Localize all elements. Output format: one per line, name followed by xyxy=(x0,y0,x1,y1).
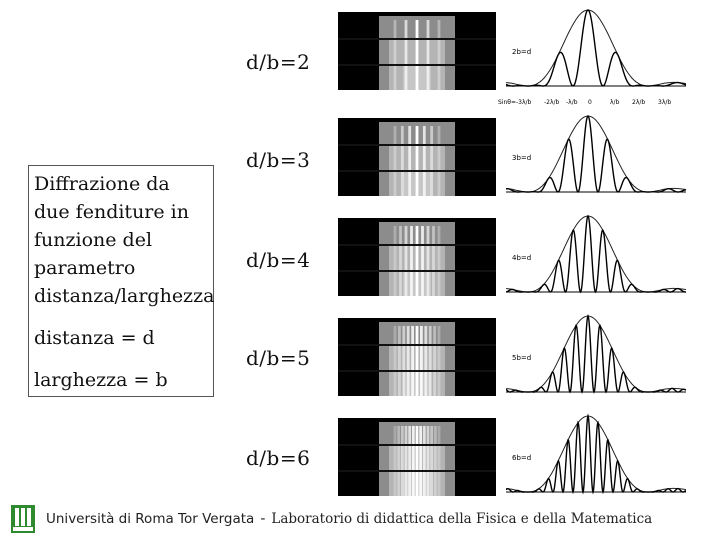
axis-tick-label: -λ/b xyxy=(566,99,578,106)
description-box xyxy=(28,165,214,397)
ratio-label-3: d/b=3 xyxy=(246,148,311,172)
fringe-photo xyxy=(338,118,496,196)
axis-tick-label: λ/b xyxy=(610,99,620,106)
fringe-curve xyxy=(506,116,686,192)
axis-tick-label: Sinθ=-3λ/b xyxy=(498,99,532,106)
axis-tick-label: -2λ/b xyxy=(544,99,560,106)
description-text: Diffrazione da due fenditure in funzione del parametro distanza/larghezza xyxy=(34,173,215,307)
axis-tick-label: 0 xyxy=(588,99,592,106)
university-logo-icon xyxy=(8,504,38,534)
fringe-curve xyxy=(506,416,686,492)
envelope-curve xyxy=(506,10,686,86)
spacer xyxy=(34,352,208,366)
fringe-curve xyxy=(506,216,686,292)
fringe-curve xyxy=(506,10,686,86)
intensity-graph xyxy=(506,4,686,94)
footer xyxy=(0,498,720,540)
graph-label: 2b=d xyxy=(512,48,532,56)
spacer xyxy=(34,310,208,324)
fringe-photo xyxy=(338,418,496,496)
distance-definition: distanza = d xyxy=(34,327,155,349)
intensity-graph xyxy=(506,210,686,300)
graph-label: 5b=d xyxy=(512,354,532,362)
ratio-label-4: d/b=4 xyxy=(246,248,311,272)
fringe-photo xyxy=(338,218,496,296)
axis-tick-label: 3λ/b xyxy=(658,99,672,106)
graph-label: 6b=d xyxy=(512,454,532,462)
envelope-curve xyxy=(506,216,686,292)
graph-label: 4b=d xyxy=(512,254,532,262)
lab-name: Laboratorio di didattica della Fisica e della Matematica xyxy=(271,511,653,527)
fringe-curve xyxy=(506,316,686,392)
fringe-photo xyxy=(338,12,496,90)
diffraction-figure xyxy=(330,0,692,498)
intensity-graph xyxy=(506,110,686,200)
graph-label: 3b=d xyxy=(512,154,532,162)
intensity-graph xyxy=(506,310,686,400)
footer-separator: - xyxy=(260,511,266,527)
axis-ticks xyxy=(498,94,688,108)
footer-text xyxy=(46,511,652,527)
axis-tick-label: 2λ/b xyxy=(632,99,646,106)
intensity-graph xyxy=(506,410,686,500)
ratio-label-5: d/b=5 xyxy=(246,346,311,370)
width-definition: larghezza = b xyxy=(34,369,168,391)
ratio-label-6: d/b=6 xyxy=(246,446,311,470)
ratio-label-2: d/b=2 xyxy=(246,50,311,74)
fringe-photo xyxy=(338,318,496,396)
university-name: Università di Roma Tor Vergata xyxy=(46,511,255,527)
